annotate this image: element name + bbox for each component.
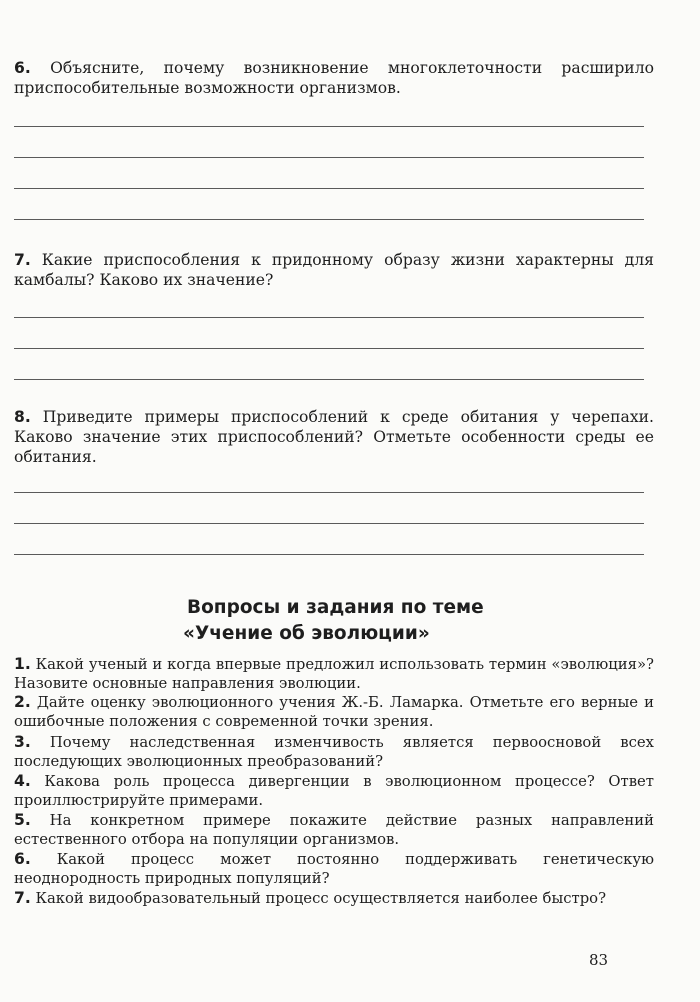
question-text: Приведите примеры приспособлений к среде обитания у черепахи. Каково значение этих приспособлений? Отметьте особенности среды ее обитания. (14, 408, 654, 466)
task-number: 6. (14, 850, 31, 868)
answer-line[interactable] (14, 157, 644, 158)
task-text: Какой ученый и когда впервые предложил использовать термин «эволюция»? Назовите основные направления эволюции. (14, 656, 654, 692)
question-text: Какие приспособления к придонному образу жизни характерны для камбалы? Каково их значение? (14, 251, 654, 289)
task-text: Какова роль процесса дивергенции в эволюционном процессе? Ответ проиллюстрируйте примерами. (14, 773, 654, 809)
question-7 (14, 250, 654, 290)
answer-line[interactable] (14, 492, 644, 493)
task-text: Дайте оценку эволюционного учения Ж.-Б. Ламарка. Отметьте его верные и ошибочные положения с современной точки зрения. (14, 694, 654, 730)
answer-line[interactable] (14, 379, 644, 380)
task-number: 7. (14, 889, 31, 907)
answer-line[interactable] (14, 554, 644, 555)
answer-line[interactable] (14, 348, 644, 349)
answer-line[interactable] (14, 188, 644, 189)
task-1 (14, 655, 654, 693)
task-number: 4. (14, 772, 31, 790)
task-text: Почему наследственная изменчивость является первоосновой всех последующих эволюционных преобразований? (14, 734, 654, 770)
task-3 (14, 733, 654, 771)
task-text: Какой видообразовательный процесс осуществляется наиболее быстро? (35, 890, 607, 907)
answer-line[interactable] (14, 126, 644, 127)
task-text: На конкретном примере покажите действие разных направлений естественного отбора на популяции организмов. (14, 812, 654, 848)
task-5 (14, 811, 654, 849)
question-number: 7. (14, 251, 31, 269)
question-6 (14, 58, 654, 98)
task-number: 3. (14, 733, 31, 751)
section-title-line-2: «Учение об эволюции» (183, 623, 430, 644)
task-6 (14, 850, 654, 888)
answer-line[interactable] (14, 317, 644, 318)
task-2 (14, 693, 654, 731)
task-number: 2. (14, 693, 31, 711)
task-4 (14, 772, 654, 810)
task-text: Какой процесс может постоянно поддерживать генетическую неоднородность природных популяций? (14, 851, 654, 887)
task-number: 5. (14, 811, 31, 829)
question-number: 8. (14, 408, 31, 426)
task-7 (14, 889, 654, 908)
question-8 (14, 407, 654, 467)
page-number: 83 (589, 951, 609, 969)
section-title-line-1: Вопросы и задания по теме (187, 597, 484, 618)
answer-line[interactable] (14, 219, 644, 220)
question-text: Объясните, почему возникновение многоклеточности расширило приспособительные возможности организмов. (14, 59, 654, 97)
task-number: 1. (14, 655, 31, 673)
question-number: 6. (14, 59, 31, 77)
answer-line[interactable] (14, 523, 644, 524)
